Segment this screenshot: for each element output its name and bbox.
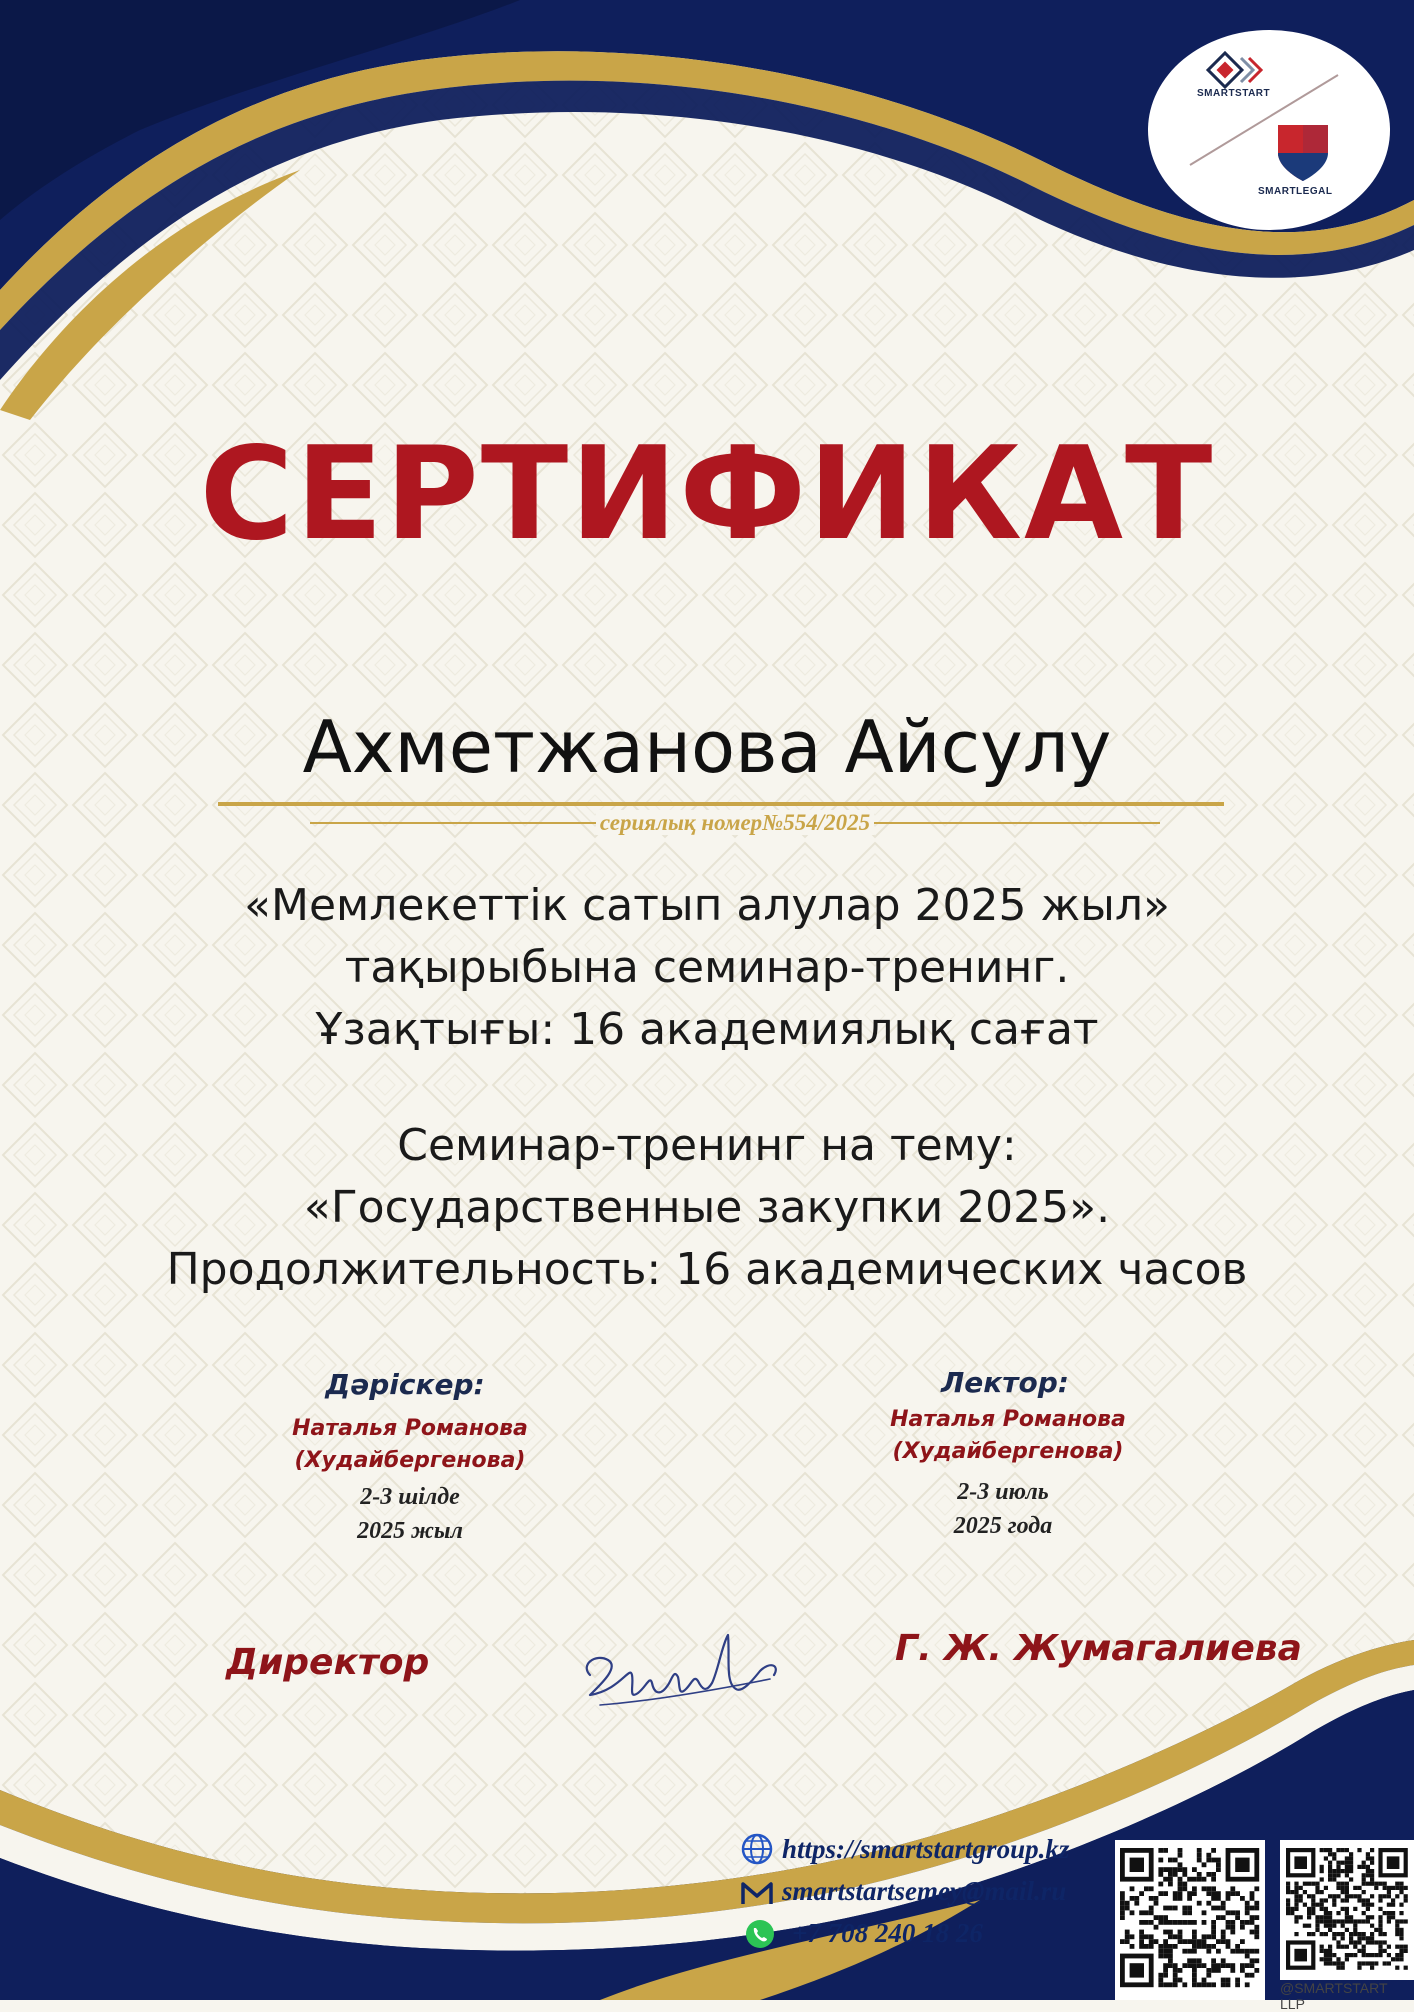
lecturer-ru-name <box>828 1404 1188 1468</box>
lecturer-kz-date <box>260 1480 560 1548</box>
recipient-name: Ахметжанова Айсулу <box>302 705 1112 789</box>
lecturer-kz-date-2: 2025 жыл <box>357 1518 463 1544</box>
qr-code-instagram[interactable] <box>1280 1840 1414 1980</box>
serial-number-text: сериялық номер№554/2025 <box>596 810 874 835</box>
lecturer-kz-label: Дәрiскер: <box>325 1368 485 1401</box>
lecturer-kz-name-1: Наталья Романова <box>292 1416 528 1441</box>
logo-brand-bottom: SMARTLEGAL <box>1258 186 1333 197</box>
mail-icon <box>740 1876 774 1910</box>
kazakh-description <box>0 875 1414 1061</box>
serial-row <box>310 806 1160 846</box>
logo-badge <box>1148 30 1390 230</box>
serial-number <box>310 810 1160 836</box>
logo-brand-top: SMARTSTART <box>1197 88 1271 99</box>
phone-link[interactable]: +7 708 240 18 26 <box>792 1918 983 1948</box>
certificate-title: СЕРТИФИКАТ <box>199 420 1215 569</box>
whatsapp-icon <box>744 1918 778 1952</box>
lecturer-ru-date-2: 2025 года <box>953 1513 1053 1539</box>
lecturer-ru-date <box>853 1475 1153 1543</box>
lecturer-ru-date-1: 2-3 июль <box>957 1479 1049 1505</box>
kazakh-line-3: Ұзақтығы: 16 академиялық сағат <box>315 1004 1099 1055</box>
russian-line-3: Продолжительность: 16 академических часов <box>166 1244 1248 1295</box>
qr-code-whatsapp[interactable] <box>1115 1840 1265 2000</box>
lecturer-ru-name-1: Наталья Романова <box>890 1407 1126 1432</box>
lecturer-kz-name-2: (Худайбергенова) <box>294 1448 526 1473</box>
logo-graphics <box>1148 30 1390 230</box>
company-footer: @SMARTSTART LLP <box>1280 1980 1388 2012</box>
lecturer-kz-date-1: 2-3 шiлде <box>360 1484 460 1510</box>
lecturer-ru-name-2: (Худайбергенова) <box>892 1439 1124 1464</box>
lecturer-kz-name <box>230 1413 590 1477</box>
russian-line-1: Семинар-тренинг на тему: <box>397 1120 1017 1171</box>
email-link[interactable]: smartstartsemey@mail.ru <box>782 1876 1067 1906</box>
director-name: Г. Ж. Жумагалиева <box>895 1628 1302 1669</box>
russian-description <box>0 1115 1414 1301</box>
lecturer-ru-label: Лектор: <box>941 1366 1069 1399</box>
globe-icon <box>740 1832 774 1866</box>
kazakh-line-2: тақырыбына семинар-тренинг. <box>344 942 1070 993</box>
director-label: Директор <box>226 1642 430 1683</box>
russian-line-2: «Государственные закупки 2025». <box>303 1182 1111 1233</box>
website-link[interactable]: https://smartstartgroup.kz <box>782 1834 1070 1864</box>
kazakh-line-1: «Мемлекеттік сатып алулар 2025 жыл» <box>244 880 1170 931</box>
